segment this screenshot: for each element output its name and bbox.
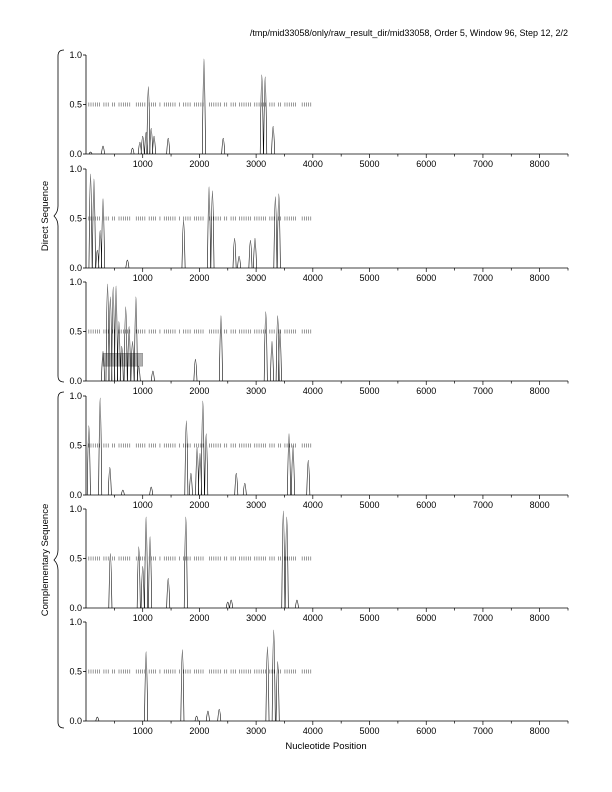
- signal-peak: [270, 341, 273, 381]
- x-tick-label: 7000: [472, 726, 493, 736]
- signal-peak: [274, 197, 277, 268]
- x-tick-label: 2000: [189, 273, 210, 283]
- x-tick-label: 5000: [359, 273, 380, 283]
- x-tick-label: 6000: [416, 273, 437, 283]
- x-tick-label: 8000: [529, 386, 550, 396]
- y-tick-label: 1.0: [69, 164, 82, 174]
- brace-complementary: [54, 392, 64, 728]
- signal-peak: [264, 312, 267, 381]
- panel-complementary-frame-1: [69, 391, 568, 510]
- signal-peak: [291, 446, 294, 496]
- x-tick-label: 5000: [359, 159, 380, 169]
- x-tick-label: 4000: [302, 273, 323, 283]
- signal-peak: [181, 650, 184, 721]
- signal-peak: [150, 487, 153, 495]
- signal-peak: [295, 600, 298, 608]
- signal-peak: [206, 711, 209, 721]
- x-tick-label: 4000: [302, 386, 323, 396]
- signal-peak: [272, 630, 275, 721]
- signal-peak: [226, 602, 229, 608]
- signal-peak: [253, 238, 256, 268]
- x-tick-label: 2000: [189, 500, 210, 510]
- signal-peak: [238, 256, 241, 268]
- x-tick-label: 5000: [359, 613, 380, 623]
- y-tick-label: 0.5: [69, 99, 82, 110]
- signal-peak: [141, 566, 144, 608]
- x-tick-label: 3000: [246, 273, 267, 283]
- signal-peak: [167, 138, 170, 154]
- signal-peak: [109, 554, 112, 608]
- signal-peak: [235, 473, 238, 495]
- signal-peak: [276, 662, 279, 721]
- group-label-complementary: Complementary Sequence: [40, 503, 51, 617]
- signal-peak: [195, 716, 198, 721]
- signal-peak: [260, 75, 263, 154]
- panel-complementary-frame-2: [69, 504, 568, 623]
- signal-peak: [121, 490, 124, 495]
- signal-peak: [185, 421, 188, 495]
- x-tick-label: 7000: [472, 500, 493, 510]
- x-tick-label: 8000: [529, 726, 550, 736]
- signal-peak: [264, 77, 267, 154]
- group-label-direct: Direct Sequence: [40, 180, 51, 252]
- signal-peak: [87, 426, 90, 495]
- panel-direct-frame-1: [69, 50, 568, 169]
- signal-peak: [134, 297, 137, 381]
- signal-peak: [145, 652, 148, 721]
- x-tick-label: 6000: [416, 613, 437, 623]
- x-tick-label: 3000: [246, 726, 267, 736]
- signal-peak: [196, 447, 199, 495]
- x-tick-label: 7000: [472, 613, 493, 623]
- x-tick-label: 1000: [132, 613, 153, 623]
- signal-peak: [233, 238, 236, 268]
- x-tick-label: 5000: [359, 726, 380, 736]
- signal-peak: [145, 517, 148, 608]
- x-tick-label: 3000: [246, 386, 267, 396]
- y-tick-label: 1.0: [69, 277, 82, 287]
- x-tick-label: 1000: [132, 500, 153, 510]
- signal-peak: [151, 371, 154, 381]
- y-tick-label: 1.0: [69, 617, 82, 627]
- signal-peak: [285, 517, 288, 608]
- y-tick-label: 0.5: [69, 213, 82, 224]
- x-tick-label: 2000: [189, 159, 210, 169]
- y-tick-label: 1.0: [69, 50, 82, 60]
- x-tick-label: 4000: [302, 726, 323, 736]
- x-tick-label: 3000: [246, 613, 267, 623]
- signal-peak: [230, 600, 233, 608]
- signal-peak: [92, 179, 95, 268]
- y-tick-label: 0.0: [69, 149, 82, 159]
- y-tick-label: 0.0: [69, 263, 82, 273]
- x-tick-label: 6000: [416, 386, 437, 396]
- y-tick-label: 0.0: [69, 376, 82, 386]
- signal-peak: [124, 307, 127, 381]
- y-tick-label: 0.5: [69, 666, 82, 677]
- x-tick-label: 4000: [302, 159, 323, 169]
- signal-peak: [167, 578, 170, 608]
- signal-peak: [89, 174, 92, 268]
- y-tick-label: 0.0: [69, 603, 82, 613]
- signal-peak: [189, 473, 192, 495]
- panel-direct-frame-3: [69, 277, 568, 396]
- signal-peak: [101, 146, 104, 154]
- x-tick-label: 2000: [189, 726, 210, 736]
- y-tick-label: 1.0: [69, 504, 82, 514]
- signal-peak: [219, 316, 222, 381]
- x-tick-label: 2000: [189, 613, 210, 623]
- x-tick-label: 3000: [246, 500, 267, 510]
- x-tick-label: 6000: [416, 726, 437, 736]
- panel-direct-frame-2: [69, 164, 568, 283]
- signal-peak: [184, 517, 187, 608]
- signal-peak: [222, 138, 225, 154]
- x-tick-label: 8000: [529, 500, 550, 510]
- x-tick-label: 7000: [472, 159, 493, 169]
- signal-peak: [278, 330, 281, 381]
- signal-peak: [207, 187, 210, 268]
- signal-peak: [201, 401, 204, 495]
- x-tick-label: 8000: [529, 273, 550, 283]
- y-tick-label: 0.5: [69, 326, 82, 337]
- xaxis-label: Nucleotide Position: [285, 741, 367, 752]
- signal-peak: [287, 434, 290, 495]
- signal-peak: [96, 717, 99, 721]
- signal-peak: [108, 467, 111, 495]
- signal-peak: [282, 511, 285, 608]
- x-tick-label: 5000: [359, 386, 380, 396]
- signal-peak: [205, 434, 208, 495]
- x-tick-label: 4000: [302, 613, 323, 623]
- signal-peak: [218, 709, 221, 721]
- signal-peak: [202, 59, 205, 154]
- panel-complementary-frame-3: [69, 617, 568, 736]
- brace-direct: [54, 50, 64, 382]
- signal-peak: [99, 398, 102, 495]
- y-tick-label: 0.0: [69, 716, 82, 726]
- x-tick-label: 1000: [132, 159, 153, 169]
- x-tick-label: 8000: [529, 613, 550, 623]
- x-tick-label: 6000: [416, 500, 437, 510]
- y-tick-label: 0.0: [69, 490, 82, 500]
- signal-peak: [106, 284, 109, 381]
- signal-peak: [131, 148, 134, 154]
- signal-peak: [272, 126, 275, 154]
- x-tick-label: 8000: [529, 159, 550, 169]
- x-tick-label: 3000: [246, 159, 267, 169]
- x-tick-label: 4000: [302, 500, 323, 510]
- y-tick-label: 0.5: [69, 440, 82, 451]
- signal-peak: [141, 136, 144, 154]
- signal-peak: [243, 483, 246, 495]
- signal-peak: [277, 194, 280, 268]
- x-tick-label: 1000: [132, 273, 153, 283]
- x-tick-label: 7000: [472, 273, 493, 283]
- header-title: /tmp/mid33058/only/raw_result_dir/mid33058, Order 5, Window 96, Step 12, 2/2: [249, 28, 568, 38]
- x-tick-label: 7000: [472, 386, 493, 396]
- signal-peak: [137, 547, 140, 608]
- x-tick-label: 1000: [132, 726, 153, 736]
- signal-peak: [182, 220, 185, 268]
- signal-peak: [101, 199, 104, 268]
- y-tick-label: 0.5: [69, 553, 82, 564]
- x-tick-label: 1000: [132, 386, 153, 396]
- signal-peak: [266, 647, 269, 721]
- signal-peak: [194, 359, 197, 381]
- signal-peak: [148, 537, 151, 608]
- x-tick-label: 5000: [359, 500, 380, 510]
- signal-peak: [307, 460, 310, 495]
- signal-peak: [211, 191, 214, 268]
- signal-peak: [249, 240, 252, 268]
- x-tick-label: 6000: [416, 159, 437, 169]
- x-tick-label: 2000: [189, 386, 210, 396]
- signal-peak: [126, 260, 129, 268]
- y-tick-label: 1.0: [69, 391, 82, 401]
